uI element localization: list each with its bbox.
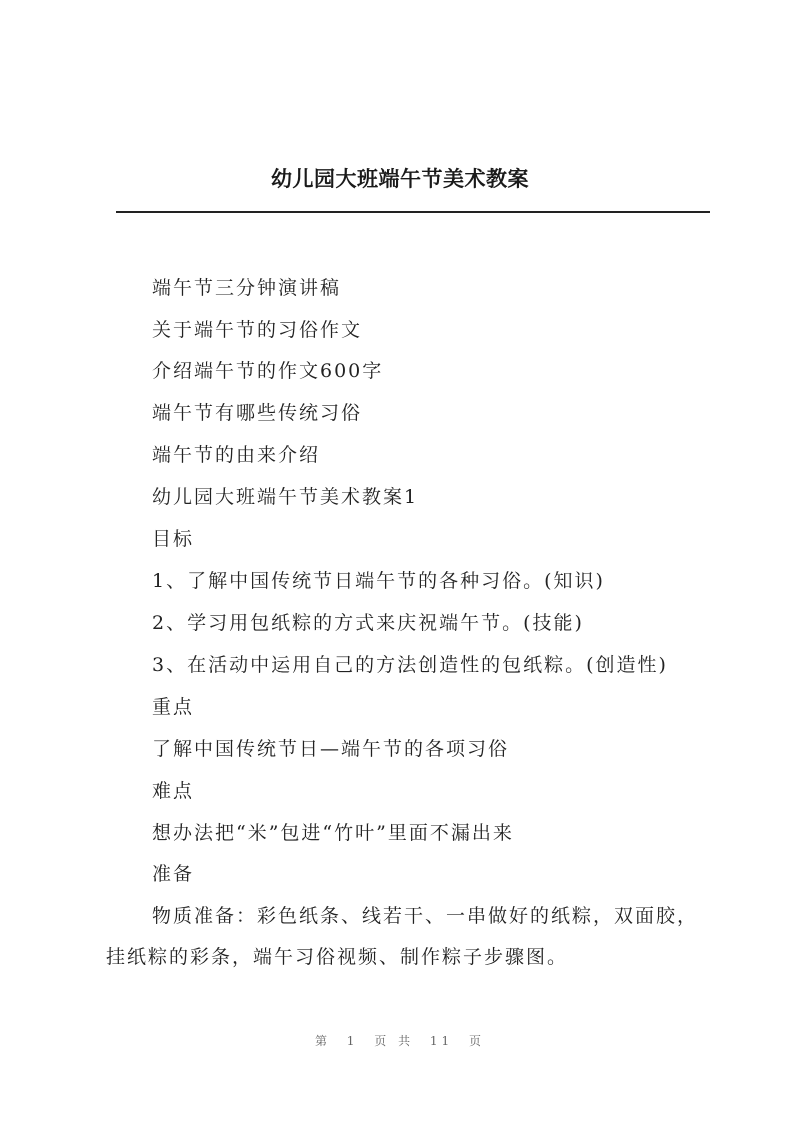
body-line: 端午节的由来介绍 — [152, 444, 321, 466]
section-heading: 目标 — [152, 528, 195, 550]
section-heading: 重点 — [152, 696, 195, 718]
body-line: 介绍端午节的作文600字 — [152, 360, 384, 382]
body-line: 1、了解中国传统节日端午节的各种习俗。(知识) — [152, 570, 605, 592]
title-divider — [116, 211, 710, 213]
footer-suffix: 页 — [469, 1034, 486, 1048]
page-footer — [0, 1032, 800, 1049]
total-pages: 11 — [429, 1034, 454, 1048]
body-line: 幼儿园大班端午节美术教案1 — [152, 486, 419, 508]
page-number: 1 — [346, 1034, 359, 1048]
footer-prefix: 第 — [314, 1034, 331, 1048]
footer-middle: 页 共 — [374, 1034, 415, 1048]
body-line: 物质准备：彩色纸条、线若干、一串做好的纸粽，双面胶， — [152, 905, 699, 927]
section-heading: 准备 — [152, 863, 195, 885]
body-line-continuation: 挂纸粽的彩条，端午习俗视频、制作粽子步骤图。 — [106, 946, 569, 968]
body-line: 2、学习用包纸粽的方式来庆祝端午节。(技能) — [152, 612, 584, 634]
body-line: 关于端午节的习俗作文 — [152, 319, 363, 341]
body-line: 端午节有哪些传统习俗 — [152, 402, 363, 424]
section-heading: 难点 — [152, 780, 195, 802]
body-line: 端午节三分钟演讲稿 — [152, 277, 342, 299]
document-title: 幼儿园大班端午节美术教案 — [271, 166, 529, 191]
body-line: 3、在活动中运用自己的方法创造性的包纸粽。(创造性) — [152, 654, 668, 676]
body-line: 想办法把“米”包进“竹叶”里面不漏出来 — [152, 822, 514, 844]
body-line: 了解中国传统节日—端午节的各项习俗 — [152, 738, 510, 760]
